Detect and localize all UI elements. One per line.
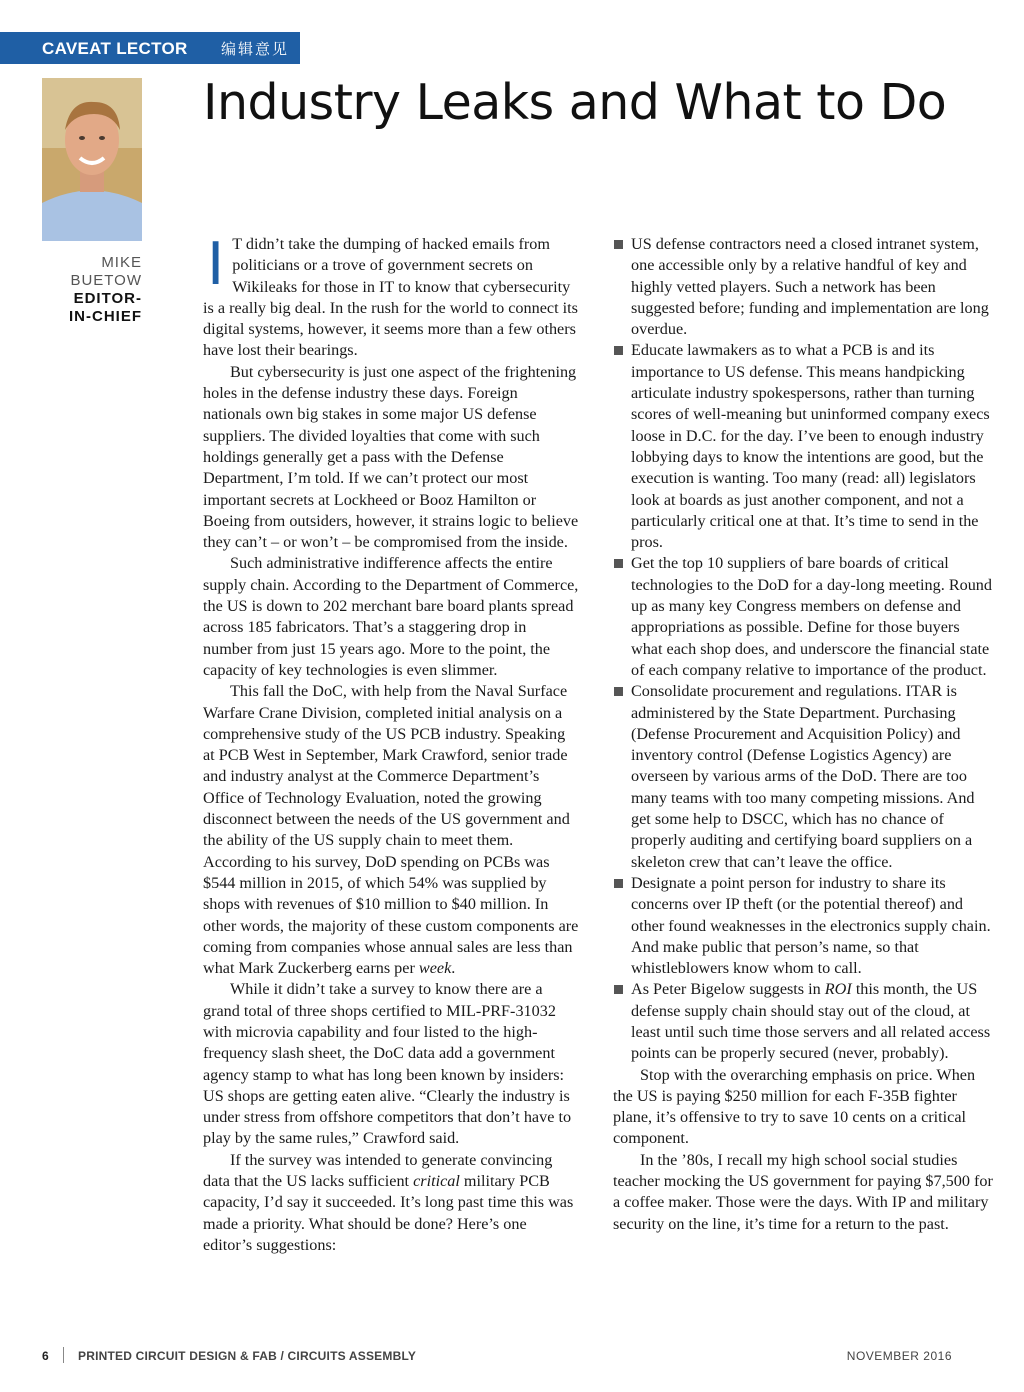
author-role-line2: IN-CHIEF — [69, 308, 142, 325]
dropcap: I — [207, 229, 225, 298]
author-last-name: BUETOW — [70, 272, 142, 289]
section-header-bar — [0, 32, 300, 64]
paragraph-6-text-b: military PCB capacity, I’d say it succeeded. It’s long past time this was made a priority. What should be done? Here’s one editor’s suggestions: — [203, 1172, 574, 1254]
article-right-column — [613, 234, 993, 1235]
author-role-line1: EDITOR- — [73, 290, 142, 307]
list-item-text-a: As Peter Bigelow suggests in — [631, 980, 825, 999]
section-label: CAVEAT LECTOR — [42, 39, 188, 58]
list-item-emphasis: ROI — [824, 980, 852, 999]
list-item-text: Educate lawmakers as to what a PCB is and its importance to US defense. This means handpicking articulate industry spokespersons, rather than turning scores of well-meaning but uninformed company execs loose in D.C. for the day. I’ve been to enough industry lobbying days to know the intentions are good, but the execution is wanting. Too many (read: all) legislators look at boards as just another component, and not a particularly critical one at that. It’s time to send in the pros. — [631, 341, 990, 552]
list-item — [613, 873, 993, 979]
list-item-text-b: this month, the US defense supply chain should stay out of the cloud, at least until such time those servers and all related access points can be properly secured (never, probably). — [631, 980, 991, 1063]
paragraph-4-emphasis: week — [418, 959, 452, 978]
paragraph-1 — [203, 229, 579, 362]
list-item-text: US defense contractors need a closed intranet system, one accessible only by a relative handful of key and highly vetted players. Such a network has been suggested before; funding and implementation are long overdue. — [631, 235, 989, 339]
paragraph-6-text-a: If the survey was intended to generate convincing data that the US lacks sufficient — [203, 1150, 553, 1191]
list-item — [613, 681, 993, 873]
paragraph-4-text: This fall the DoC, with help from the Naval Surface Warfare Crane Division, completed initial analysis on a comprehensive study of the US PCB industry. Speaking at PCB West in September, Mark Crawford, senior trade and industry analyst at the Commerce Department’s Office of Technology Evaluation, noted the growing disconnect between the needs of the US government and the ability of the US supply chain to meet them. According to his survey, DoD spending on PCBs was $544 million in 2015, of which 54% was supplied by shops with revenues of $10 million to $40 million. In other words, the majority of these custom components are coming from companies whose annual sales are less than what Mark Zuckerberg earns per — [203, 682, 579, 978]
page-footer — [0, 1348, 1024, 1364]
list-item-text: Get the top 10 suppliers of bare boards of critical technologies to the DoD for a day-long meeting. Round up as many key Congress members on defense and appropriations as possible. Define for those buyers what each shop does, and underscore the financial state of each company relative to importance of the product. — [631, 554, 992, 679]
issue-date: NOVEMBER 2016 — [846, 1349, 952, 1363]
page-number: 6 — [42, 1349, 49, 1363]
bullet-square-icon — [614, 687, 623, 696]
paragraph-4-end: . — [451, 959, 456, 978]
bullet-square-icon — [614, 346, 623, 355]
list-item — [613, 979, 993, 1064]
section-label-chinese: 编辑意见 — [221, 40, 290, 58]
article-left-column — [203, 229, 579, 1256]
list-item — [613, 340, 993, 553]
publication-name: PRINTED CIRCUIT DESIGN & FAB / CIRCUITS ASSEMBLY — [78, 1349, 417, 1363]
list-item — [613, 553, 993, 681]
author-photo — [42, 78, 142, 241]
paragraph-price: Stop with the overarching emphasis on price. When the US is paying $250 million for each F-35B fighter plane, it’s offensive to try to save 10 cents on a critical component. — [613, 1065, 976, 1148]
article-title: Industry Leaks and What to Do — [203, 74, 947, 131]
paragraph-80s: In the ’80s, I recall my high school social studies teacher mocking the US government for paying $7,500 for a coffee maker. Those were the days. With IP and military security on the line, it’s time for a return to the past. — [613, 1150, 993, 1233]
paragraph-3: Such administrative indifference affects the entire supply chain. According to the Department of Commerce, the US is down to 202 merchant bare board plants spread across 185 fabricators. That’s a staggering drop in number from just 15 years ago. More to the point, the capacity of key technologies is even slimmer. — [203, 554, 579, 679]
paragraph-6 — [203, 1150, 579, 1256]
paragraph-4 — [203, 681, 579, 979]
author-portrait-icon — [42, 78, 142, 241]
paragraph-6-emphasis: critical — [413, 1172, 460, 1191]
list-item-text: Consolidate procurement and regulations. ITAR is administered by the State Department. Purchasing (Defense Procurement and Acquisition Policy) and inventory control (Defense Logistics Agency) are overseen by various arms of the DoD. There are too many teams with too many competing missions. And get some help to DSCC, which has no chance of properly auditing and certifying board suppliers on a skeleton crew that can’t leave the office. — [631, 682, 975, 871]
paragraph-1-text: T didn’t take the dumping of hacked emails from politicians or a trove of government secrets on Wikileaks for those in IT to know that cybersecurity is a really big deal. In the rush for the world to connect its digital systems, however, it seems more than a few others have lost their bearings. — [203, 235, 578, 360]
suggestions-list — [613, 234, 993, 1065]
list-item-text: Designate a point person for industry to share its concerns over IP theft (or the potential thereof) and other found weaknesses in the electronics supply chain. And make public that person’s name, so that whistleblowers know whom to call. — [631, 873, 991, 978]
footer-divider — [63, 1347, 64, 1363]
paragraph-2: But cybersecurity is just one aspect of the frightening holes in the defense industry these days. Foreign nationals own big stakes in some major US defense suppliers. The divided loyalties that come with such holdings generally get a pass with the Defense Department, I’m told. If we can’t protect our most important secrets at Lockheed or Booz Hamilton or Boeing from outsiders, however, it strains logic to believe they can’t – or won’t – be compromised from the inside. — [203, 362, 579, 552]
list-item — [613, 234, 993, 340]
paragraph-5: While it didn’t take a survey to know there are a grand total of three shops certified to MIL-PRF-31032 with microvia capability and four listed to the high-frequency slash sheet, the DoC data add a government agency stamp to what has long been known by insiders: US shops are getting eaten alive. “Clearly the industry is under stress from offshore competitors that don’t have to play by the same rules,” Crawford said. — [203, 980, 572, 1148]
bullet-square-icon — [614, 985, 623, 994]
author-first-name: MIKE — [101, 254, 142, 271]
bullet-square-icon — [614, 879, 623, 888]
byline — [42, 254, 142, 326]
bullet-square-icon — [614, 240, 623, 249]
bullet-square-icon — [614, 559, 623, 568]
